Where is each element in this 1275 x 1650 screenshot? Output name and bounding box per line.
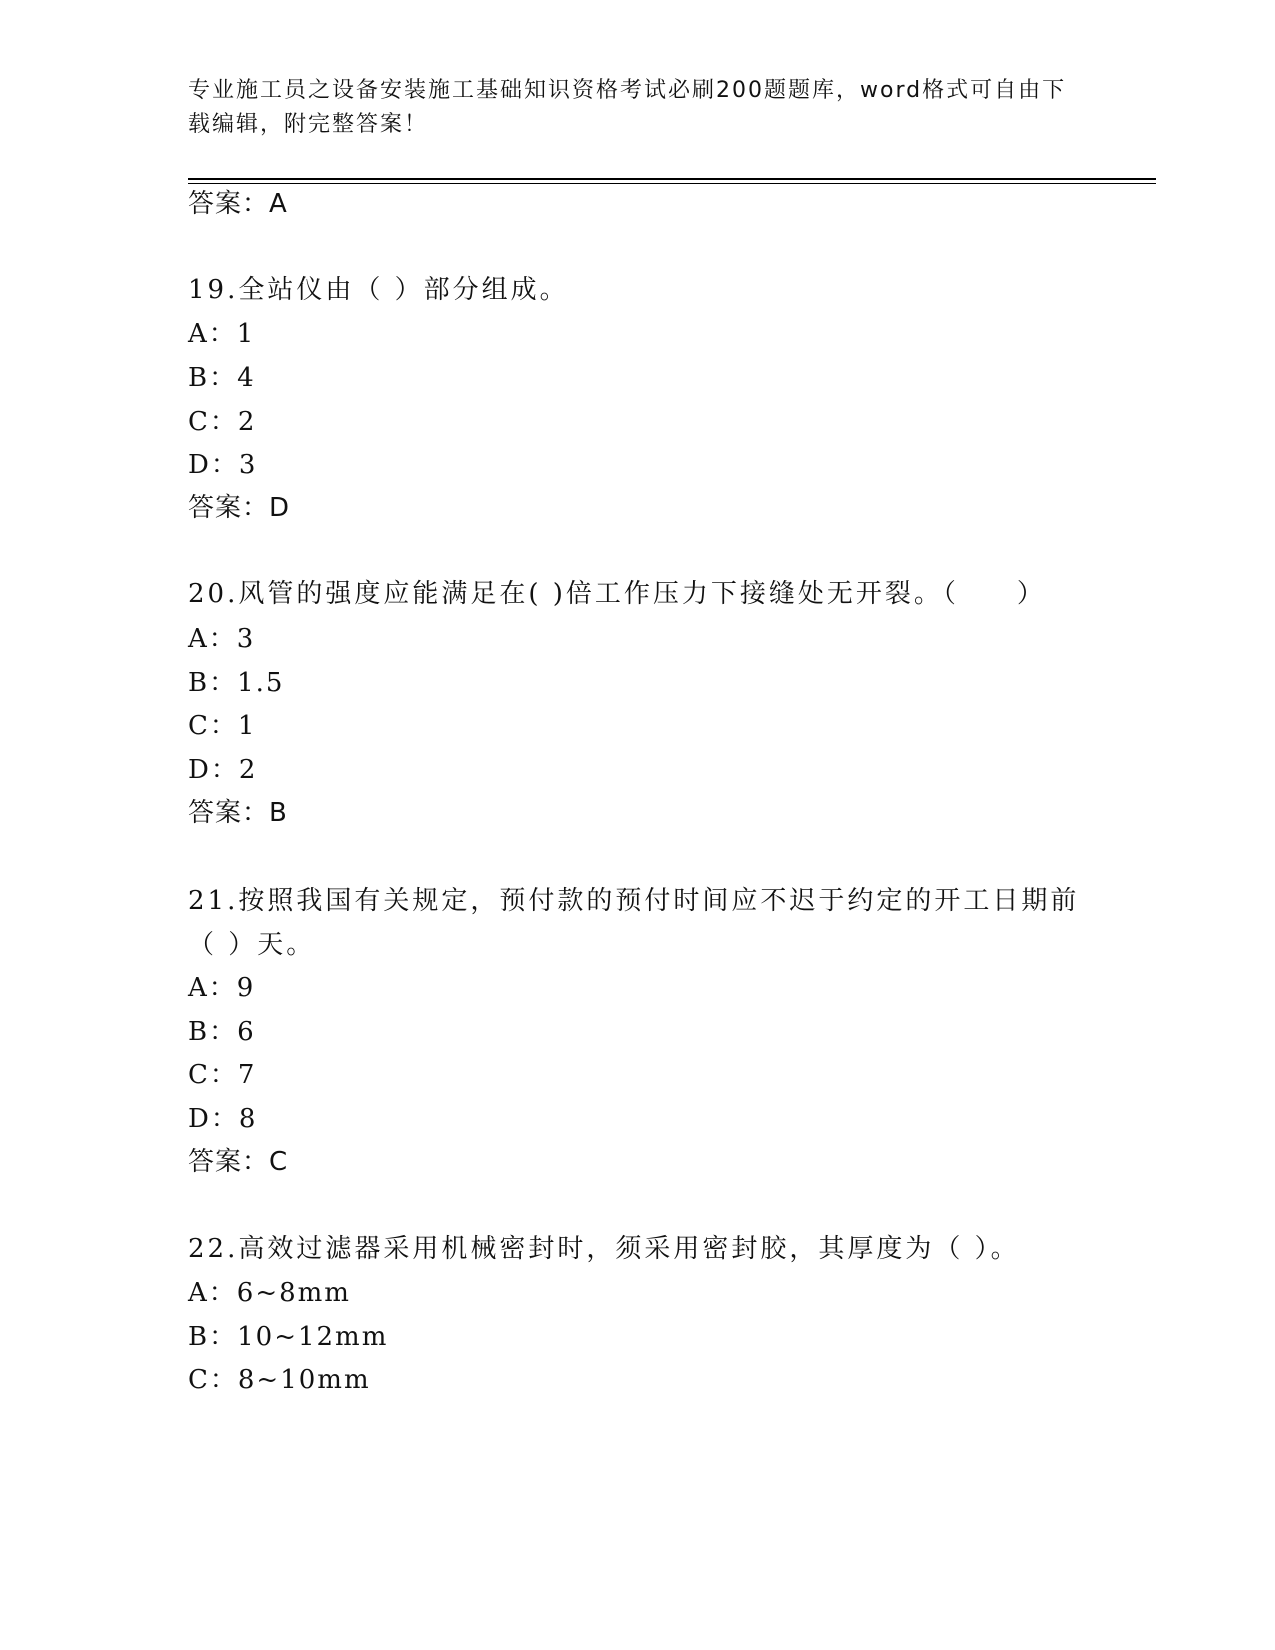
question-22-option-b: B：10~12mm xyxy=(188,1322,389,1352)
answer-21: 答案：C xyxy=(188,1147,289,1177)
question-21-option-b: B：6 xyxy=(188,1017,256,1047)
answer-19: 答案：D xyxy=(188,493,291,523)
question-20-option-a: A：3 xyxy=(188,624,256,654)
question-20-option-d: D：2 xyxy=(188,755,258,785)
question-20-option-c: C：1 xyxy=(188,711,257,741)
header-rule-thin xyxy=(188,183,1156,184)
question-22-option-c: C：8~10mm xyxy=(188,1365,371,1395)
document-header: 专业施工员之设备安装施工基础知识资格考试必刷200题题库，word格式可自由下载编辑，附完整答案！ xyxy=(188,78,1067,137)
question-21-option-d: D：8 xyxy=(188,1104,258,1134)
question-19-option-a: A：1 xyxy=(188,319,256,349)
question-19-option-c: C：2 xyxy=(188,407,257,437)
question-22: 22.高效过滤器采用机械密封时，须采用密封胶，其厚度为（ ）。 xyxy=(188,1234,1020,1264)
question-22-option-a: A：6~8mm xyxy=(188,1278,351,1308)
question-19-option-b: B：4 xyxy=(188,363,256,393)
question-19-option-d: D：3 xyxy=(188,450,258,480)
header-rule-thick xyxy=(188,178,1156,180)
question-19: 19.全站仪由（ ）部分组成。 xyxy=(188,275,569,305)
question-20-option-b: B：1.5 xyxy=(188,668,285,698)
question-20: 20.风管的强度应能满足在( )倍工作压力下接缝处无开裂。（ ） xyxy=(188,579,1046,609)
question-21-option-a: A：9 xyxy=(188,973,256,1003)
answer-18: 答案：A xyxy=(188,189,288,219)
question-21-option-c: C：7 xyxy=(188,1060,257,1090)
answer-20: 答案：B xyxy=(188,798,288,828)
question-21: 21.按照我国有关规定，预付款的预付时间应不迟于约定的开工日期前（ ）天。 xyxy=(188,886,1080,960)
